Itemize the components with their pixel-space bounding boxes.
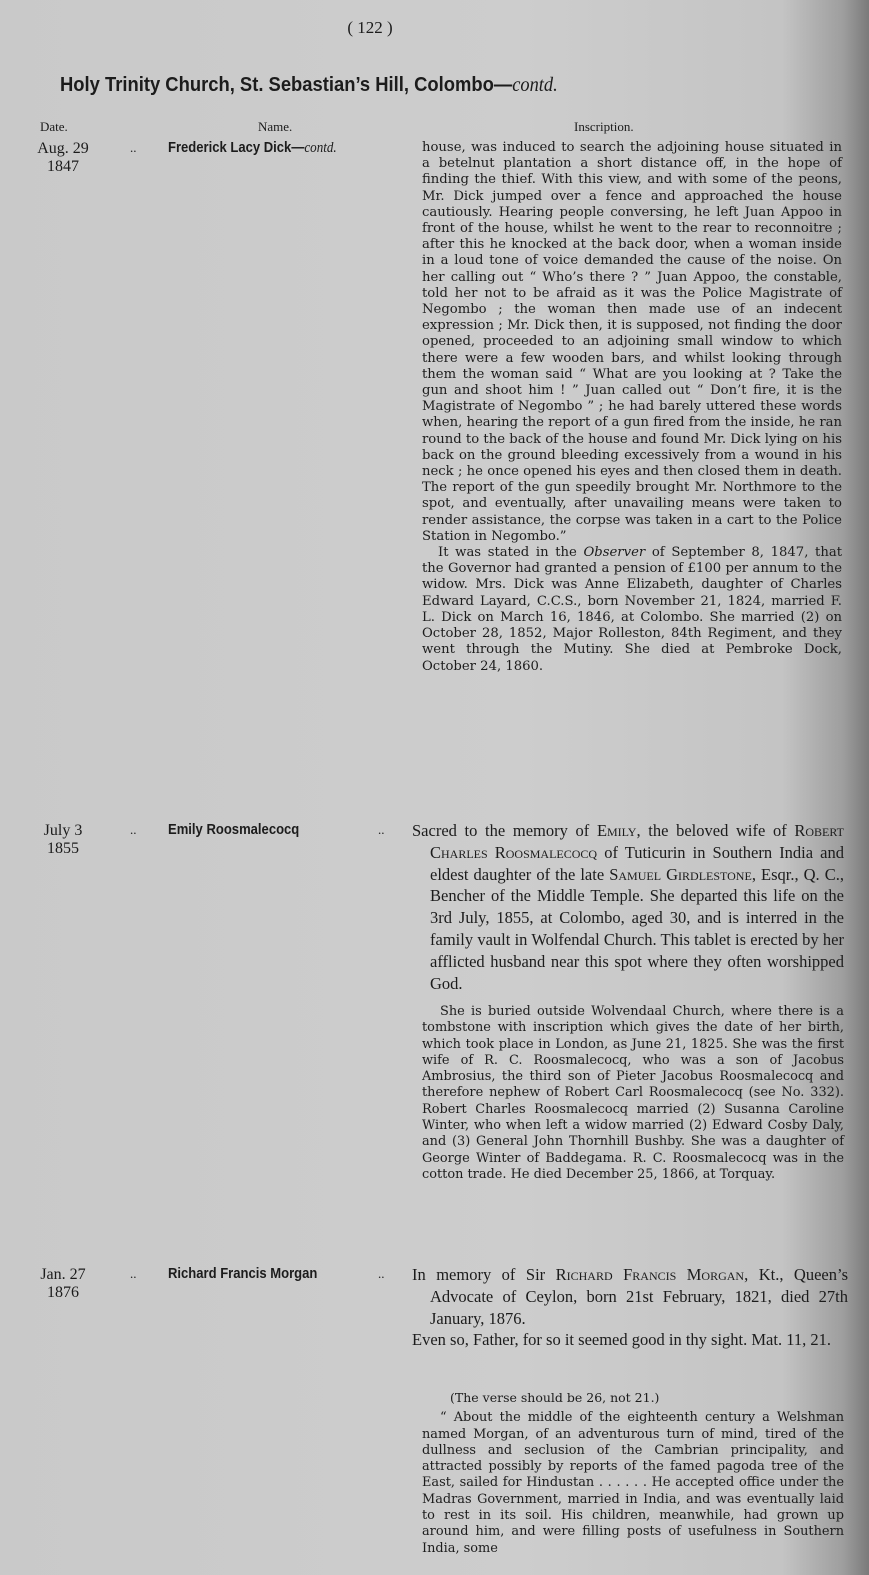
tablet-part: In memory of Sir [412,1265,556,1284]
entry-date [28,140,98,176]
note-text: She is buried outside Wolvendaal Church, where there is a tombstone with inscription which gives the date of her birth, which took place in London, as June 21, 1825. She was the first wife of R. C. Roosmalecocq, who was a son of Jacobus Ambrosius, the third son of Pieter Jacobus Roosmalecocq and therefore nephew of Robert Carl Roosmalecocq (see No. 332). Robert Charles Roosmalecocq married (2) Susanna Caroline Winter, who when left a widow married (2) Edward Cosby Daly, and (3) General John Thornhill Bushby. She was a daughter of George Winter of Baddegama. R. C. Roosmalecocq was in the cotton trade. He died December 25, 1866, at Torquay. [422,1004,844,1182]
tablet-smallcaps: Emily [596,821,637,840]
inscription-text [422,140,842,675]
tablet-smallcaps: Robert Charles Roosmalecocq [430,821,844,862]
tablet-smallcaps: Samuel Girdlestone [609,864,752,884]
verse-correction: (The verse should be 26, not 21.) [450,1390,660,1405]
leader-dots: .. [130,822,137,837]
note-italic: Observer [583,545,646,561]
name-leader-dots: .. [378,822,385,837]
tablet-inscription [412,1264,848,1351]
page-number: ( 122 ) [347,18,393,37]
entry-name: Richard Francis Morgan [168,1266,318,1282]
tablet-part: , Kt., Queen’s Advocate of Ceylon, born 21st February, 1821, died 27th January, 1876. [430,1265,848,1328]
tablet-part: Sacred to the memory of [412,821,597,840]
tablet-verse: Even so, Father, for so it seemed good in thy sight. Mat. 11, 21. [412,1330,831,1350]
column-header-date: Date. [40,119,68,134]
entry-name [168,140,337,157]
inscription-notes [422,1390,844,1557]
title-suffix: contd. [512,74,558,96]
page-title [60,74,704,97]
column-header-name: Name. [258,119,293,134]
date-year: 1876 [47,1284,79,1301]
tablet-text [412,1264,848,1329]
date-year: 1855 [47,840,79,857]
date-day: July 3 [43,822,83,839]
date-day: Jan. 27 [40,1266,86,1283]
name-leader-dots: .. [378,1266,385,1281]
inscription-paragraph: house, was induced to search the adjoining house situated in a betelnut plantation a short distance off, in the hope of finding the thief. With this view, and with some of the peons, Mr. Dick jumped over a fence and approached the house cautiously. Hearing people conversing, he left Juan Appoo in front of the house, whilst he went to the rear to reconnoitre ; after this he knocked at the back door, when a woman inside in a loud tone of voice demanded the cause of the noise. On her calling out “ Who’s there ? ” Juan Appoo, the constable, told her not to be afraid as it was the Police Magistrate of Negombo ; the woman then made use of an indecent expression ; Mr. Dick then, it is supposed, not finding the door opened, proceeded to an adjoining small window to which there were a few wooden bars, and whilst looking through them the woman said “ What are you looking at ? Take the gun and shoot him ! ” Juan called out “ Don’t fire, it is the Magistrate of Negombo ” ; he had barely uttered these words when, hearing the report of a gun fired from the inside, he ran round to the back of the house and found Mr. Dick lying on his back on the ground bleeding excessively from a wound in his neck ; he once opened his eyes and then closed them in death. The report of the gun speedily brought Mr. Northmore to the spot, and eventually, after unavailing means were taken to render assistance, the corpse was taken in a cart to the Police Station in Negombo.” [422,140,842,544]
date-day: Aug. 29 [37,140,89,157]
note-pre: It was stated in the [438,545,584,561]
name-text: Frederick Lacy Dick— [168,140,305,156]
entry-date [28,822,98,858]
column-header-inscription: Inscription. [574,119,634,134]
tablet-smallcaps: Richard Francis Morgan [555,1265,745,1284]
leader-dots: .. [130,1266,137,1281]
inscription-note [422,1004,844,1183]
entry-date [28,1266,98,1302]
tablet-part: of Tuticurin in Southern India and eldest daughter of the late [430,842,844,884]
tablet-inscription [412,820,844,994]
tablet-text [412,820,844,994]
quote-text: “ About the middle of the eighteenth century a Welshman named Morgan, of an adventurous turn of mind, tired of the dullness and seclusion of the Cambrian principality, and attracted possibly by reports of the famed pagoda tree of the East, sailed for Hindustan . . . . . . He accepted office under the Madras Government, married in India, and was eventually laid to rest in its soil. His children, meanwhile, had grown up around him, and were filling posts of usefulness in Southern India, some [422,1410,844,1556]
tablet-part: , Esqr., Q. C., Bencher of the Middle Temple. She departed this life on the 3rd July, 1855, at Colombo, aged 30, and is interred in the family vault in Wolfendal Church. This tablet is erected by her afflicted husband near this spot where they often worshipped God. [430,864,844,993]
date-year: 1847 [47,158,79,175]
leader-dots: .. [130,140,137,155]
title-main: Holy Trinity Church, St. Sebastian’s Hill, Colombo— [60,74,513,96]
note-post: of September 8, 1847, that the Governor had granted a pension of £100 per annum to the widow. Mrs. Dick was Anne Elizabeth, daughter of Charles Edward Layard, C.C.S., born November 21, 1824, married F. L. Dick on March 16, 1846, at Colombo. She married (2) on October 28, 1852, Major Rolleston, 84th Regiment, and they went through the Mutiny. She died at Pembroke Dock, October 24, 1860. [422,545,843,674]
entry-name: Emily Roosmalecocq [168,822,300,838]
name-suffix: contd. [304,140,337,156]
tablet-part: , the beloved wife of [636,821,795,840]
inscription-note [422,545,842,675]
